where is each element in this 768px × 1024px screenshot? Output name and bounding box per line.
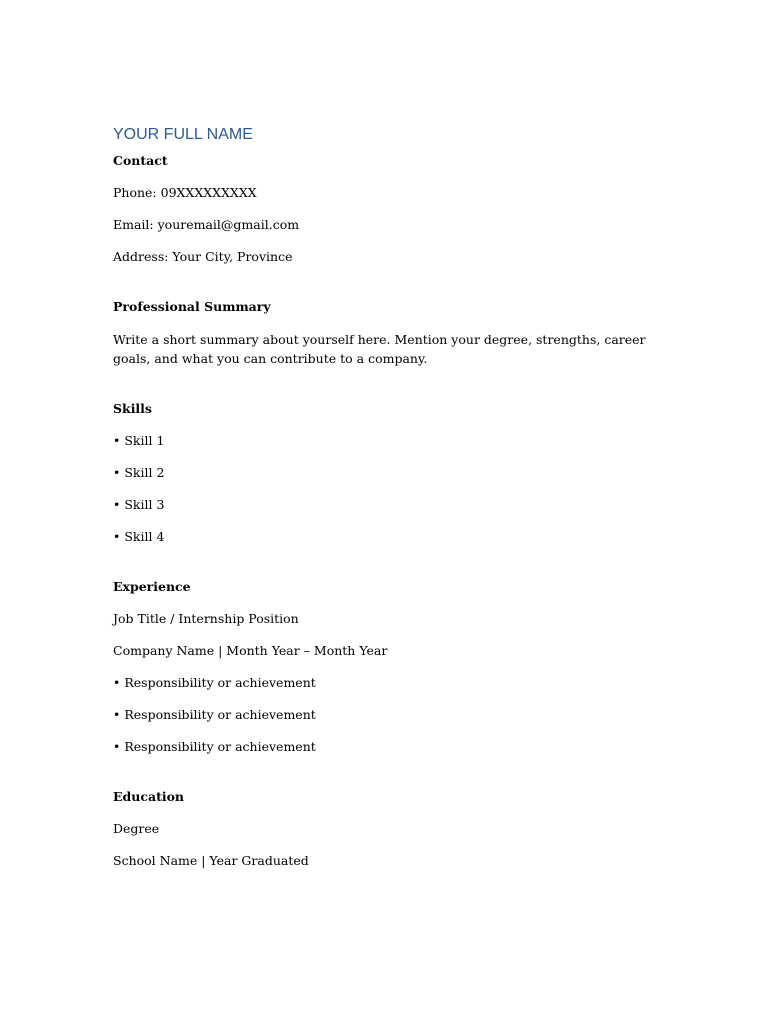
section-spacer — [113, 546, 653, 578]
contact-heading: Contact — [113, 153, 168, 168]
education-heading: Education — [113, 789, 185, 804]
experience-item: • Responsibility or achievement — [113, 707, 316, 722]
contact-section — [113, 152, 653, 266]
experience-item: • Responsibility or achievement — [113, 739, 316, 754]
skill-item: • Skill 1 — [113, 433, 165, 448]
education-degree: Degree — [113, 821, 160, 836]
experience-section — [113, 578, 653, 756]
experience-company: Company Name | Month Year – Month Year — [113, 643, 388, 658]
education-school: School Name | Year Graduated — [113, 853, 309, 868]
contact-email: Email: youremail@gmail.com — [113, 217, 300, 232]
skills-heading: Skills — [113, 401, 152, 416]
skills-section — [113, 400, 653, 546]
summary-text: Write a short summary about yourself here. Mention your degree, strengths, career goals, and what you can contribute to a company. — [113, 332, 646, 366]
skill-item: • Skill 4 — [113, 529, 165, 544]
experience-title: Job Title / Internship Position — [113, 611, 299, 626]
experience-heading: Experience — [113, 579, 191, 594]
full-name: YOUR FULL NAME — [113, 126, 253, 143]
resume-content — [113, 124, 653, 870]
skill-item: • Skill 3 — [113, 497, 165, 512]
summary-section — [113, 298, 653, 368]
section-spacer — [113, 368, 653, 400]
contact-address: Address: Your City, Province — [113, 249, 293, 264]
section-spacer — [113, 756, 653, 788]
contact-phone: Phone: 09XXXXXXXXX — [113, 185, 257, 200]
experience-item: • Responsibility or achievement — [113, 675, 316, 690]
education-section — [113, 788, 653, 870]
skill-item: • Skill 2 — [113, 465, 165, 480]
summary-heading: Professional Summary — [113, 299, 271, 314]
section-spacer — [113, 266, 653, 298]
